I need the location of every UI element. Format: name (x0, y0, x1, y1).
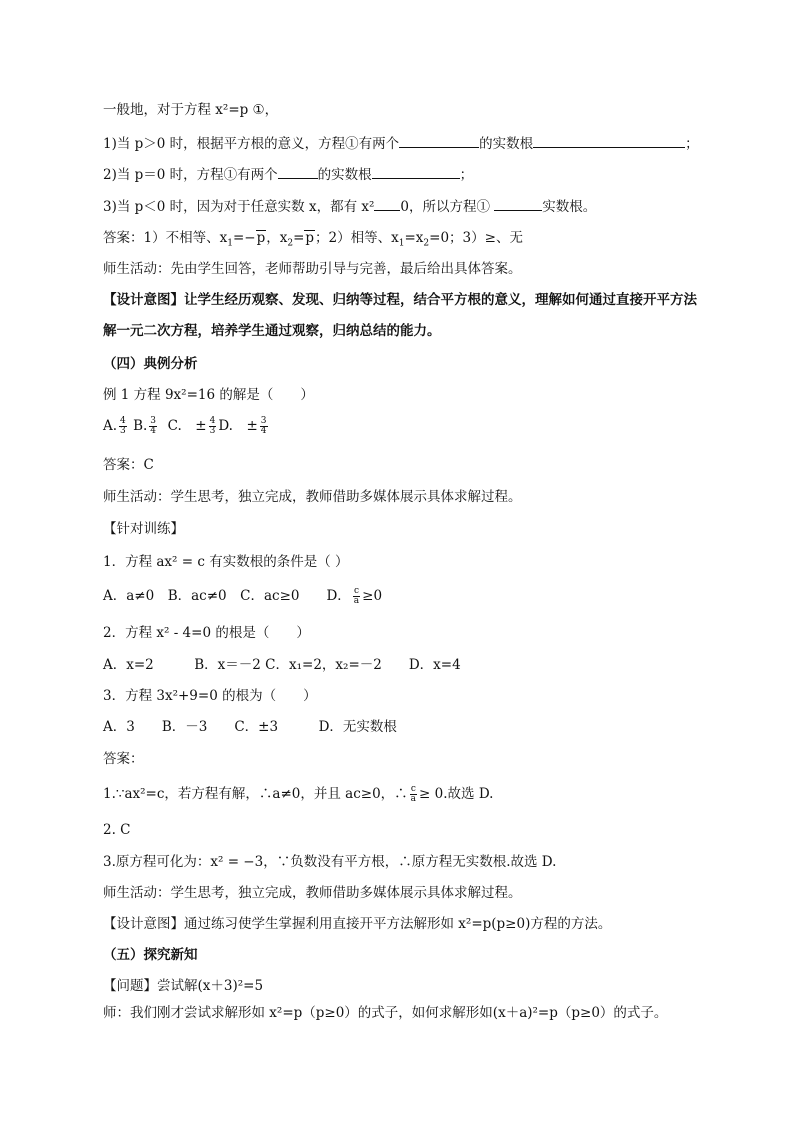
activity1-line: 师生活动：先由学生回答，老师帮助引导与完善，最后给出具体答案。 (103, 261, 522, 277)
case3-blank-1 (374, 196, 400, 211)
case1-prefix: 1)当 p＞0 时，根据平方根的意义，方程①有两个 (103, 136, 400, 152)
q1-options-text: A．a≠0 B．ac≠0 C．ac≥0 D． (103, 588, 351, 604)
solution1-text-b: ≥ 0.故选 D. (419, 786, 494, 802)
question2-options: A．x=2 B．x＝－2 C．x₁=2，x₂=－2 D．x=4 (103, 657, 461, 673)
frac-3-4-b (149, 417, 157, 436)
case3-mid: 0，所以方程① (400, 199, 490, 215)
frac-den: 3 (120, 426, 126, 436)
activity2-line: 师生活动：学生思考，独立完成，教师借助多媒体展示具体求解过程。 (103, 489, 522, 505)
activity3-line: 师生活动：学生思考，独立完成，教师借助多媒体展示具体求解过程。 (103, 885, 522, 901)
design1-line2: 解一元二次方程，培养学生通过观察，归纳总结的能力。 (103, 323, 441, 339)
frac-c-a-solution (410, 785, 417, 804)
answer1-text-e: = (293, 230, 305, 246)
frac-4-3-c (209, 417, 217, 436)
frac-den: 3 (209, 426, 216, 436)
frac-num: 3 (260, 416, 267, 426)
frac-num: 4 (120, 416, 126, 426)
question1-options (103, 586, 382, 606)
answer1-line: 答案：1）不相等、$x_1=-p$，$x_2=p$；2）相等、$x_1=x_2=0$；3）≥、无 (103, 230, 523, 249)
case1-blank-2 (533, 133, 685, 148)
case3-prefix: 3)当 p＜0 时，因为对于任意实数 x，都有 x² (103, 199, 375, 215)
case3-end: 实数根。 (542, 199, 597, 215)
answer1-text-i: =0；3）≥、无 (429, 230, 523, 246)
frac-den: a (410, 794, 417, 804)
question3-line: 3．方程 3x²+9=0 的根为（ ） (103, 688, 317, 704)
solution2-line: 2. C (103, 822, 131, 838)
case3-line (103, 196, 596, 217)
ex-option-a-label: A. (103, 418, 118, 434)
frac-num: c (410, 784, 416, 794)
question3-options: A．3 B．－3 C．±3 D．无实数根 (103, 719, 397, 735)
frac-den: 4 (150, 426, 157, 436)
answers-label: 答案： (103, 751, 144, 767)
answer1-text-h: =x (404, 230, 424, 246)
frac-num: c (353, 586, 359, 596)
example1-options (103, 416, 270, 436)
answer1-text-g: ；2）相等、x (315, 230, 399, 246)
training-heading: 【针对训练】 (103, 521, 184, 537)
question-line: 【问题】尝试解(x＋3)²=5 (103, 978, 264, 994)
answer1-text-b: =− (232, 230, 256, 246)
design1-line1: 【设计意图】让学生经历观察、发现、归纳等过程，结合平方根的意义，理解如何通过直接开平方法 (103, 292, 697, 308)
case3-blank-2 (494, 196, 542, 211)
frac-num: 3 (150, 416, 157, 426)
ex-option-b-label: B. (133, 418, 148, 434)
intro-line: 一般地，对于方程 x²=p ①， (103, 102, 279, 118)
teacher-line: 师：我们刚才尝试求解形如 x²=p（p≥0）的式子，如何求解形如(x＋a)²=p（p≥0）的式子。 (103, 1005, 668, 1021)
design2-line: 【设计意图】通过练习使学生掌握利用直接开平方法解形如 x²=p(p≥0)方程的方法。 (103, 916, 612, 932)
case2-end: ； (459, 167, 474, 183)
case1-end: ； (685, 136, 699, 152)
q1-option-d-end: ≥0 (362, 588, 383, 604)
answer1-text-a: 答案：1）不相等、x (103, 230, 228, 246)
case1-blank-1 (399, 133, 479, 148)
case1-line (103, 133, 699, 154)
question2-line: 2．方程 x² - 4=0 的根是（ ） (103, 625, 310, 641)
frac-den: a (353, 596, 360, 606)
solution1-line (103, 784, 493, 804)
solution1-text-a: 1.∵ax²=c，若方程有解，∴a≠0，并且 ac≥0，∴ (103, 786, 408, 802)
answer1-text-d: ，x (266, 230, 288, 246)
section5-heading: （五）探究新知 (103, 947, 198, 963)
case2-line (103, 164, 473, 185)
ex-option-c-label: C. ± (167, 418, 207, 434)
frac-c-a (353, 587, 360, 606)
case1-mid: 的实数根 (479, 136, 534, 152)
example1-line: 例 1 方程 9x²=16 的解是（ ） (103, 387, 314, 403)
answer-c-line: 答案：C (103, 457, 154, 473)
solution3-line: 3.原方程可化为：x² = −3，∵负数没有平方根，∴原方程无实数根.故选 D. (103, 854, 557, 870)
case2-blank-2 (372, 164, 460, 179)
frac-num: 4 (209, 416, 216, 426)
ex-option-d-label: D. ± (218, 418, 258, 434)
section4-heading: （四）典例分析 (103, 356, 198, 372)
question1-line: 1．方程 ax² = c 有实数根的条件是（ ） (103, 554, 349, 570)
frac-4-3-a (119, 417, 127, 436)
case2-prefix: 2)当 p＝0 时，方程①有两个 (103, 167, 278, 183)
frac-3-4-d (260, 417, 268, 436)
sqrt-p-2: p (305, 230, 315, 246)
case2-mid: 的实数根 (317, 167, 372, 183)
frac-den: 4 (260, 426, 267, 436)
case2-blank-1 (278, 164, 318, 179)
sqrt-p-1: p (256, 230, 266, 246)
